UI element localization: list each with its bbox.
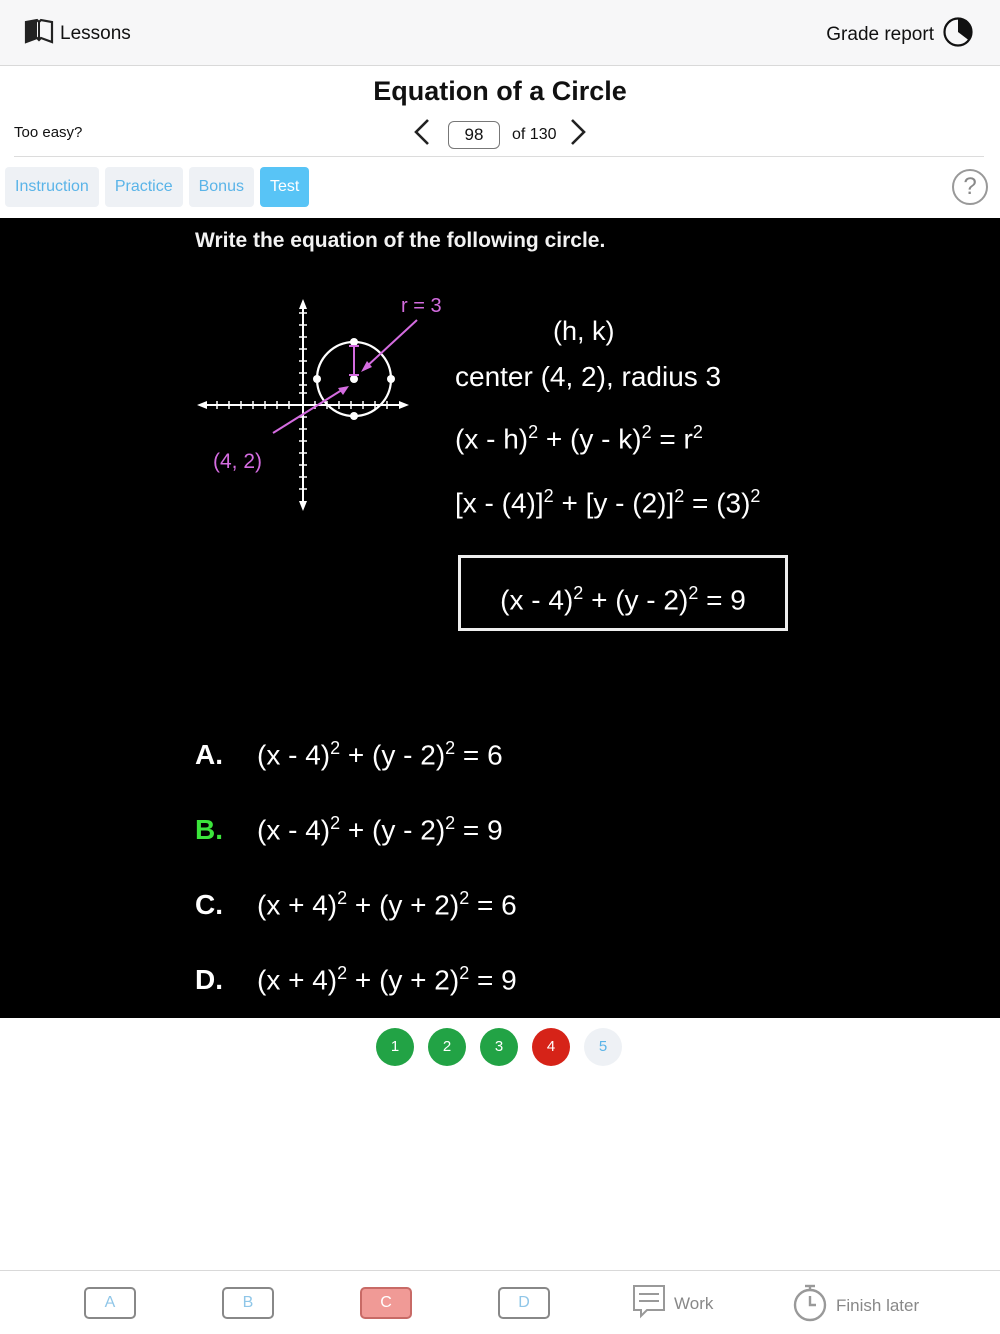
center-notation: (h, k) <box>553 316 615 346</box>
choice-a <box>195 738 517 813</box>
choice-expression: $(x + 4)^2 + (y + 2)^2 = 6$ <box>257 888 517 921</box>
question-prompt: Write the equation of the following circle. <box>195 229 606 252</box>
choice-letter: C. <box>195 889 223 921</box>
choice-c <box>195 888 517 963</box>
choice-expression: $(x + 4)^2 + (y + 2)^2 = 9$ <box>257 963 517 996</box>
radius-label: r = 3 <box>401 295 442 317</box>
progress-dot-current[interactable]: 5 <box>584 1028 622 1066</box>
question-progress <box>376 1028 636 1066</box>
answer-button-a[interactable]: A <box>84 1287 136 1319</box>
tab-test[interactable]: Test <box>260 167 309 207</box>
tab-practice[interactable]: Practice <box>105 167 183 207</box>
chevron-right-icon[interactable] <box>568 117 588 152</box>
work-label: Work <box>674 1293 714 1313</box>
progress-dot[interactable]: 4 <box>532 1028 570 1066</box>
pie-chart-icon <box>942 16 974 53</box>
chevron-left-icon[interactable] <box>412 117 432 152</box>
choice-expression: (x - 4)$^2$ + (y - 2)$^2$ = 6 <box>257 738 503 771</box>
tab-bonus[interactable]: Bonus <box>189 167 254 207</box>
progress-dot[interactable]: 1 <box>376 1028 414 1066</box>
progress-dot[interactable]: 2 <box>428 1028 466 1066</box>
top-bar <box>0 0 1000 66</box>
page-total: of 130 <box>512 125 557 143</box>
lessons-button[interactable] <box>24 18 131 49</box>
lessons-label: Lessons <box>60 22 131 44</box>
boxed-solution: (x - 4)$^2$ + (y - 2)$^2$ = 9 <box>458 555 788 631</box>
answer-button-c[interactable]: C <box>360 1287 412 1319</box>
center-radius-statement: center (4, 2), radius 3 <box>455 361 722 392</box>
book-icon <box>24 18 54 49</box>
answer-button-b[interactable]: B <box>222 1287 274 1319</box>
help-icon[interactable]: ? <box>952 169 988 205</box>
circle-graph <box>195 268 445 518</box>
substituted-formula: $[x - (4)]^2 + [y - (2)]^2 = (3)^2$ <box>455 486 761 519</box>
finish-later-button[interactable] <box>792 1283 919 1328</box>
standard-form-formula: $(x - h)^2 + (y - k)^2 = r^2$ <box>455 422 703 455</box>
choice-letter: B. <box>195 814 223 846</box>
page-number-field[interactable]: 98 <box>448 121 500 149</box>
choice-expression: (x - 4)$^2$ + (y - 2)$^2$ = 9 <box>257 813 503 846</box>
answer-choices <box>195 738 517 1038</box>
grade-report-label: Grade report <box>826 23 934 45</box>
page-title: Equation of a Circle <box>373 76 627 106</box>
notepad-icon <box>632 1283 666 1324</box>
choice-d <box>195 963 517 1038</box>
mode-tabs <box>5 167 315 207</box>
answer-bar <box>0 1270 1000 1334</box>
work-button[interactable] <box>632 1283 713 1324</box>
grade-report-button[interactable] <box>826 16 974 53</box>
center-label: (4, 2) <box>213 450 263 473</box>
pager <box>412 117 588 152</box>
finish-later-label: Finish later <box>836 1295 920 1315</box>
progress-dot[interactable]: 3 <box>480 1028 518 1066</box>
choice-b <box>195 813 517 888</box>
answer-button-d[interactable]: D <box>498 1287 550 1319</box>
choice-letter: D. <box>195 964 223 996</box>
too-easy-link[interactable]: Too easy? <box>14 124 83 141</box>
stopwatch-icon <box>792 1283 828 1328</box>
divider <box>14 156 984 157</box>
tab-instruction[interactable]: Instruction <box>5 167 99 207</box>
question-slide <box>0 218 1000 1018</box>
choice-letter: A. <box>195 739 223 771</box>
